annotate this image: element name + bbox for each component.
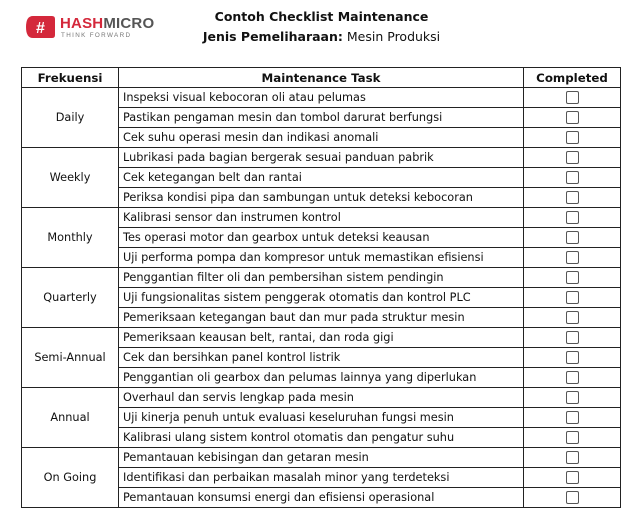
completed-checkbox[interactable] xyxy=(566,491,579,504)
completed-checkbox[interactable] xyxy=(566,231,579,244)
completed-checkbox[interactable] xyxy=(566,471,579,484)
task-cell: Cek dan bersihkan panel kontrol listrik xyxy=(119,348,524,368)
task-cell: Kalibrasi ulang sistem kontrol otomatis dan pengatur suhu xyxy=(119,428,524,448)
frequency-cell: Semi-Annual xyxy=(22,328,119,388)
completed-cell xyxy=(524,268,621,288)
completed-cell xyxy=(524,168,621,188)
completed-cell xyxy=(524,488,621,508)
completed-cell xyxy=(524,288,621,308)
completed-cell xyxy=(524,468,621,488)
table-header-row xyxy=(22,68,621,88)
completed-checkbox[interactable] xyxy=(566,331,579,344)
logo-tagline: THINK FORWARD xyxy=(61,32,132,39)
table-row xyxy=(22,208,621,228)
completed-cell xyxy=(524,388,621,408)
completed-cell xyxy=(524,328,621,348)
completed-checkbox[interactable] xyxy=(566,311,579,324)
task-cell: Pastikan pengaman mesin dan tombol darurat berfungsi xyxy=(119,108,524,128)
completed-checkbox[interactable] xyxy=(566,191,579,204)
completed-cell xyxy=(524,368,621,388)
task-cell: Identifikasi dan perbaikan masalah minor yang terdeteksi xyxy=(119,468,524,488)
completed-cell xyxy=(524,188,621,208)
completed-checkbox[interactable] xyxy=(566,171,579,184)
page-title: Contoh Checklist Maintenance xyxy=(214,9,429,24)
header-frequency: Frekuensi xyxy=(22,68,119,88)
completed-checkbox[interactable] xyxy=(566,111,579,124)
completed-checkbox[interactable] xyxy=(566,91,579,104)
completed-checkbox[interactable] xyxy=(566,271,579,284)
task-cell: Cek ketegangan belt dan rantai xyxy=(119,168,524,188)
subtitle-label: Jenis Pemeliharaan: xyxy=(202,29,343,44)
completed-cell xyxy=(524,148,621,168)
completed-checkbox[interactable] xyxy=(566,251,579,264)
completed-cell xyxy=(524,108,621,128)
table-row xyxy=(22,268,621,288)
task-cell: Overhaul dan servis lengkap pada mesin xyxy=(119,388,524,408)
frequency-cell: Monthly xyxy=(22,208,119,268)
completed-checkbox[interactable] xyxy=(566,371,579,384)
table-row xyxy=(22,448,621,468)
table-row xyxy=(22,148,621,168)
maintenance-checklist-table xyxy=(21,67,621,508)
header-completed: Completed xyxy=(524,68,621,88)
task-cell: Penggantian oli gearbox dan pelumas lainnya yang diperlukan xyxy=(119,368,524,388)
task-cell: Tes operasi motor dan gearbox untuk deteksi keausan xyxy=(119,228,524,248)
completed-checkbox[interactable] xyxy=(566,291,579,304)
task-cell: Inspeksi visual kebocoran oli atau pelumas xyxy=(119,88,524,108)
completed-cell xyxy=(524,308,621,328)
header-task: Maintenance Task xyxy=(119,68,524,88)
table-body xyxy=(22,88,621,508)
task-cell: Cek suhu operasi mesin dan indikasi anomali xyxy=(119,128,524,148)
task-cell: Penggantian filter oli dan pembersihan sistem pendingin xyxy=(119,268,524,288)
completed-cell xyxy=(524,228,621,248)
completed-cell xyxy=(524,88,621,108)
frequency-cell: Annual xyxy=(22,388,119,448)
completed-cell xyxy=(524,408,621,428)
task-cell: Pemantauan kebisingan dan getaran mesin xyxy=(119,448,524,468)
completed-checkbox[interactable] xyxy=(566,131,579,144)
task-cell: Kalibrasi sensor dan instrumen kontrol xyxy=(119,208,524,228)
completed-checkbox[interactable] xyxy=(566,431,579,444)
task-cell: Pemeriksaan keausan belt, rantai, dan roda gigi xyxy=(119,328,524,348)
table-row xyxy=(22,88,621,108)
completed-checkbox[interactable] xyxy=(566,211,579,224)
table-row xyxy=(22,328,621,348)
completed-cell xyxy=(524,348,621,368)
completed-cell xyxy=(524,208,621,228)
task-cell: Periksa kondisi pipa dan sambungan untuk deteksi kebocoran xyxy=(119,188,524,208)
table-row xyxy=(22,388,621,408)
frequency-cell: Quarterly xyxy=(22,268,119,328)
completed-cell xyxy=(524,428,621,448)
task-cell: Pemeriksaan ketegangan baut dan mur pada struktur mesin xyxy=(119,308,524,328)
completed-checkbox[interactable] xyxy=(566,391,579,404)
logo-brand-hash: HASH xyxy=(60,15,104,32)
completed-checkbox[interactable] xyxy=(566,451,579,464)
frequency-cell: Daily xyxy=(22,88,119,148)
frequency-cell: On Going xyxy=(22,448,119,508)
task-cell: Pemantauan konsumsi energi dan efisiensi operasional xyxy=(119,488,524,508)
completed-checkbox[interactable] xyxy=(566,351,579,364)
svg-text:#: # xyxy=(36,20,45,37)
task-cell: Uji fungsionalitas sistem penggerak otomatis dan kontrol PLC xyxy=(119,288,524,308)
completed-checkbox[interactable] xyxy=(566,151,579,164)
page-subtitle xyxy=(0,29,643,45)
frequency-cell: Weekly xyxy=(22,148,119,208)
subtitle-value: Mesin Produksi xyxy=(346,29,441,44)
logo-brand-micro: MICRO xyxy=(103,15,155,32)
completed-cell xyxy=(524,248,621,268)
completed-checkbox[interactable] xyxy=(566,411,579,424)
completed-cell xyxy=(524,128,621,148)
completed-cell xyxy=(524,448,621,468)
task-cell: Lubrikasi pada bagian bergerak sesuai panduan pabrik xyxy=(119,148,524,168)
task-cell: Uji performa pompa dan kompresor untuk memastikan efisiensi xyxy=(119,248,524,268)
task-cell: Uji kinerja penuh untuk evaluasi keseluruhan fungsi mesin xyxy=(119,408,524,428)
